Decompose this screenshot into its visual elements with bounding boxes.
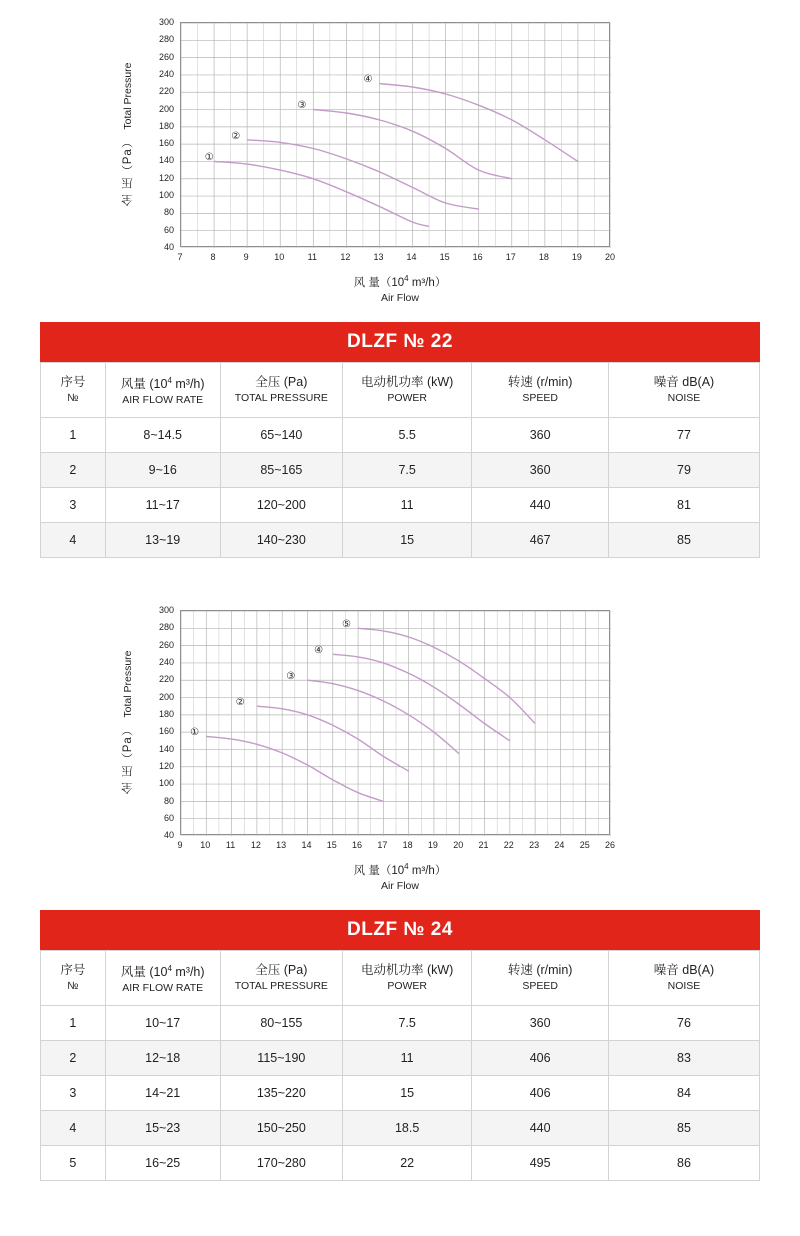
column-header-en: SPEED bbox=[522, 980, 558, 993]
x-tick-label: 17 bbox=[505, 252, 516, 262]
table-cell: 3 bbox=[41, 488, 106, 523]
y-tick-label: 40 bbox=[163, 242, 174, 252]
x-tick-label: 14 bbox=[406, 252, 417, 262]
x-tick-label: 19 bbox=[427, 840, 438, 851]
table-row bbox=[41, 1076, 760, 1111]
x-tick-label: 15 bbox=[439, 252, 450, 262]
column-header bbox=[105, 363, 220, 418]
x-axis-label: 风 量（$10^4$ m³/h） Air Flow bbox=[353, 274, 447, 304]
table-cell: 4 bbox=[41, 523, 106, 558]
x-tick-label: 12 bbox=[340, 252, 351, 262]
y-tick-label: 200 bbox=[158, 691, 174, 702]
table-cell: 84 bbox=[608, 1076, 759, 1111]
table-cell: 85 bbox=[608, 1111, 759, 1146]
y-tick-label: 260 bbox=[158, 639, 174, 650]
column-header-en: NOISE bbox=[667, 392, 701, 405]
y-tick-label: 240 bbox=[158, 68, 174, 79]
column-header-en: SPEED bbox=[522, 392, 558, 405]
x-tick-label: 18 bbox=[402, 840, 413, 851]
table-cell: 4 bbox=[41, 1111, 106, 1146]
table-cell: 360 bbox=[472, 418, 609, 453]
column-header-en: AIR FLOW RATE bbox=[122, 982, 204, 995]
y-tick-label: 100 bbox=[158, 190, 174, 201]
x-tick-label: 12 bbox=[250, 840, 261, 851]
table-cell: 140~230 bbox=[220, 523, 342, 558]
table-cell: 77 bbox=[608, 418, 759, 453]
table-cell: 7.5 bbox=[342, 453, 471, 488]
y-tick-label: 280 bbox=[158, 34, 174, 45]
x-tick-label: 16 bbox=[352, 840, 363, 851]
y-tick-label: 40 bbox=[163, 830, 174, 841]
table-cell: 3 bbox=[41, 1076, 106, 1111]
table-cell: 86 bbox=[608, 1146, 759, 1181]
table-cell: 85~165 bbox=[220, 453, 342, 488]
table-cell: 16~25 bbox=[105, 1146, 220, 1181]
table-cell: 1 bbox=[41, 418, 106, 453]
column-header-cn: 电动机功率 (kW) bbox=[360, 375, 454, 390]
column-header-cn: 序号 bbox=[60, 963, 86, 978]
x-tick-label: 23 bbox=[529, 840, 540, 851]
y-tick-label: 140 bbox=[158, 743, 174, 754]
column-header-cn: 全压 (Pa) bbox=[255, 375, 308, 390]
x-tick-label: 24 bbox=[554, 840, 565, 851]
y-tick-label: 180 bbox=[158, 709, 174, 719]
x-tick-label: 22 bbox=[503, 840, 514, 851]
plot-svg bbox=[181, 23, 611, 248]
curve-marker: ③ bbox=[286, 670, 296, 682]
y-tick-label: 220 bbox=[158, 86, 174, 97]
table-cell: 65~140 bbox=[220, 418, 342, 453]
column-header-en: № bbox=[67, 980, 79, 993]
chart-block-22 bbox=[0, 10, 800, 320]
column-header bbox=[472, 951, 609, 1006]
table-cell: 440 bbox=[472, 1111, 609, 1146]
x-tick-label: 16 bbox=[472, 252, 483, 262]
table-cell: 170~280 bbox=[220, 1146, 342, 1181]
y-tick-label: 140 bbox=[158, 155, 174, 166]
table-cell: 406 bbox=[472, 1076, 609, 1111]
chart-22 bbox=[50, 10, 750, 320]
table-cell: 9~16 bbox=[105, 453, 220, 488]
spec-table-24 bbox=[40, 950, 760, 1181]
curve-marker: ① bbox=[204, 151, 214, 163]
column-header-en: № bbox=[67, 392, 79, 405]
y-tick-label: 100 bbox=[158, 778, 174, 789]
table-row bbox=[41, 523, 760, 558]
x-tick-label: 8 bbox=[210, 252, 216, 262]
curve-marker: ② bbox=[231, 131, 241, 143]
y-tick-label: 160 bbox=[158, 726, 174, 737]
table-cell: 150~250 bbox=[220, 1111, 342, 1146]
table-wrap-24 bbox=[40, 910, 760, 1181]
table-cell: 15 bbox=[342, 1076, 471, 1111]
column-header bbox=[220, 951, 342, 1006]
table-cell: 22 bbox=[342, 1146, 471, 1181]
section-dlzf-22 bbox=[0, 10, 800, 558]
table-cell: 467 bbox=[472, 523, 609, 558]
curve-marker: ④ bbox=[314, 644, 324, 656]
y-tick-label: 300 bbox=[158, 605, 174, 616]
column-header bbox=[342, 951, 471, 1006]
table-cell: 15 bbox=[342, 523, 471, 558]
table-row bbox=[41, 1111, 760, 1146]
chart-block-24 bbox=[0, 598, 800, 908]
x-axis-label: 风 量（$10^4$ m³/h） Air Flow bbox=[353, 862, 447, 892]
table-title-24: DLZF № 24 bbox=[40, 910, 760, 950]
column-header bbox=[608, 363, 759, 418]
column-header-cn: 噪音 dB(A) bbox=[653, 963, 715, 978]
table-cell: 5.5 bbox=[342, 418, 471, 453]
x-tick-label: 17 bbox=[377, 840, 388, 851]
table-cell: 80~155 bbox=[220, 1006, 342, 1041]
column-header-cn: 转速 (r/min) bbox=[507, 375, 573, 390]
table-cell: 85 bbox=[608, 523, 759, 558]
curve-marker: ③ bbox=[297, 99, 307, 111]
x-tick-label: 19 bbox=[571, 252, 582, 262]
y-tick-label: 240 bbox=[158, 657, 174, 668]
table-cell: 440 bbox=[472, 488, 609, 523]
y-tick-label: 280 bbox=[158, 622, 174, 633]
x-tick-label: 11 bbox=[307, 252, 317, 262]
table-cell: 120~200 bbox=[220, 488, 342, 523]
column-header-en: TOTAL PRESSURE bbox=[234, 980, 328, 993]
table-header-row bbox=[41, 951, 760, 1006]
x-tick-label: 13 bbox=[373, 252, 384, 262]
table-row bbox=[41, 1006, 760, 1041]
column-header-cn: 风量 ($10^4$ m³/h) bbox=[120, 964, 205, 980]
y-tick-label: 200 bbox=[158, 103, 174, 114]
x-tick-label: 25 bbox=[579, 840, 590, 851]
y-axis-label: 全 压（Pa） Total Pressure bbox=[122, 62, 134, 207]
plot-area bbox=[180, 22, 610, 247]
table-row bbox=[41, 1041, 760, 1076]
column-header-en: AIR FLOW RATE bbox=[122, 394, 204, 407]
table-cell: 2 bbox=[41, 1041, 106, 1076]
table-cell: 135~220 bbox=[220, 1076, 342, 1111]
column-header-en: POWER bbox=[387, 392, 427, 405]
column-header-cn: 电动机功率 (kW) bbox=[360, 963, 454, 978]
table-header-row bbox=[41, 363, 760, 418]
table-cell: 12~18 bbox=[105, 1041, 220, 1076]
y-tick-label: 60 bbox=[163, 224, 174, 235]
x-tick-label: 26 bbox=[604, 840, 615, 851]
table-cell: 360 bbox=[472, 1006, 609, 1041]
plot-area bbox=[180, 610, 610, 835]
table-cell: 11 bbox=[342, 488, 471, 523]
column-header-cn: 全压 (Pa) bbox=[255, 963, 308, 978]
x-tick-label: 11 bbox=[225, 840, 236, 851]
column-header bbox=[608, 951, 759, 1006]
y-tick-label: 260 bbox=[158, 51, 174, 62]
column-header bbox=[105, 951, 220, 1006]
column-header bbox=[342, 363, 471, 418]
x-tick-label: 20 bbox=[453, 840, 464, 851]
column-header-cn: 噪音 dB(A) bbox=[653, 375, 715, 390]
x-tick-label: 9 bbox=[177, 840, 183, 851]
table-row bbox=[41, 1146, 760, 1181]
table-row bbox=[41, 453, 760, 488]
x-tick-label: 13 bbox=[276, 840, 287, 851]
column-header bbox=[220, 363, 342, 418]
table-cell: 13~19 bbox=[105, 523, 220, 558]
table-cell: 81 bbox=[608, 488, 759, 523]
column-header-en: TOTAL PRESSURE bbox=[234, 392, 328, 405]
table-cell: 8~14.5 bbox=[105, 418, 220, 453]
table-cell: 79 bbox=[608, 453, 759, 488]
column-header-en: POWER bbox=[387, 980, 427, 993]
x-tick-label: 21 bbox=[478, 840, 489, 851]
y-tick-label: 180 bbox=[158, 120, 174, 131]
curve-marker: ④ bbox=[363, 73, 373, 85]
performance-curve bbox=[214, 162, 429, 227]
x-tick-label: 14 bbox=[301, 840, 312, 851]
table-cell: 360 bbox=[472, 453, 609, 488]
y-axis-label: 全 压（Pa） Total Pressure bbox=[122, 650, 134, 795]
column-header-cn: 序号 bbox=[60, 375, 86, 390]
curve-marker: ⑤ bbox=[341, 618, 351, 630]
table-cell: 1 bbox=[41, 1006, 106, 1041]
x-tick-label: 10 bbox=[274, 252, 285, 262]
column-header-cn: 风量 ($10^4$ m³/h) bbox=[120, 376, 205, 392]
table-cell: 11~17 bbox=[105, 488, 220, 523]
y-tick-label: 80 bbox=[163, 207, 174, 218]
table-row bbox=[41, 418, 760, 453]
table-cell: 7.5 bbox=[342, 1006, 471, 1041]
table-cell: 76 bbox=[608, 1006, 759, 1041]
column-header bbox=[472, 363, 609, 418]
x-tick-label: 9 bbox=[243, 252, 249, 262]
plot-svg bbox=[181, 611, 611, 836]
section-dlzf-24 bbox=[0, 598, 800, 1181]
curve-marker: ① bbox=[190, 727, 200, 739]
table-cell: 10~17 bbox=[105, 1006, 220, 1041]
table-wrap-22 bbox=[40, 322, 760, 558]
x-tick-label: 18 bbox=[538, 252, 549, 262]
table-title-22: DLZF № 22 bbox=[40, 322, 760, 362]
chart-24 bbox=[50, 598, 750, 908]
column-header-en: NOISE bbox=[667, 980, 701, 993]
table-row bbox=[41, 488, 760, 523]
table-cell: 14~21 bbox=[105, 1076, 220, 1111]
table-cell: 406 bbox=[472, 1041, 609, 1076]
column-header-cn: 转速 (r/min) bbox=[507, 963, 573, 978]
y-tick-label: 220 bbox=[158, 674, 174, 685]
table-cell: 83 bbox=[608, 1041, 759, 1076]
table-cell: 11 bbox=[342, 1041, 471, 1076]
x-tick-label: 10 bbox=[200, 840, 211, 851]
x-tick-label: 20 bbox=[604, 252, 615, 262]
y-tick-label: 120 bbox=[158, 172, 174, 183]
table-cell: 5 bbox=[41, 1146, 106, 1181]
table-cell: 2 bbox=[41, 453, 106, 488]
x-tick-label: 15 bbox=[326, 840, 337, 851]
y-tick-label: 80 bbox=[163, 795, 174, 806]
column-header bbox=[41, 363, 106, 418]
y-tick-label: 60 bbox=[163, 812, 174, 823]
y-tick-label: 120 bbox=[158, 760, 174, 771]
x-tick-label: 7 bbox=[177, 252, 183, 262]
table-cell: 495 bbox=[472, 1146, 609, 1181]
spec-table-22 bbox=[40, 362, 760, 558]
table-cell: 15~23 bbox=[105, 1111, 220, 1146]
y-tick-label: 300 bbox=[158, 17, 174, 27]
y-tick-label: 160 bbox=[158, 138, 174, 149]
curve-marker: ② bbox=[235, 696, 245, 708]
table-cell: 18.5 bbox=[342, 1111, 471, 1146]
column-header bbox=[41, 951, 106, 1006]
table-cell: 115~190 bbox=[220, 1041, 342, 1076]
